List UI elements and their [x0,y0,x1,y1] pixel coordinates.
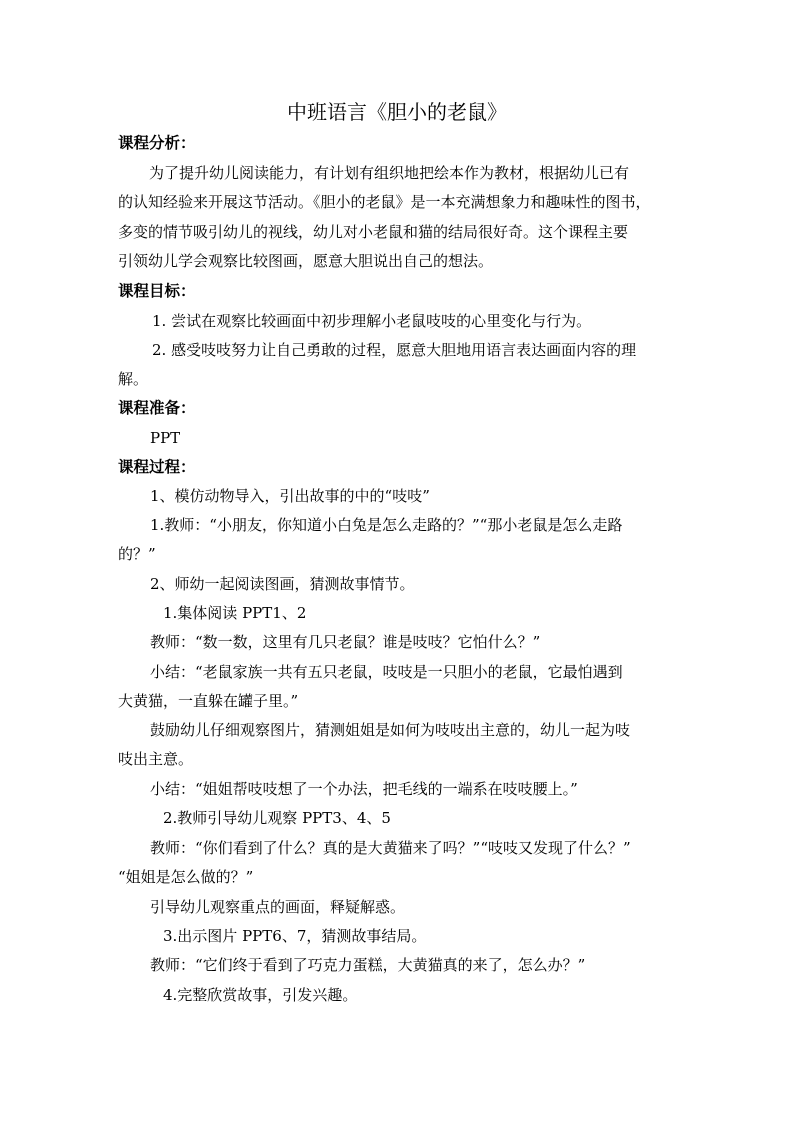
process-line: 1、模仿动物导入，引出故事的中的“吱吱” [150,487,430,505]
process-line: 吱出主意。 [118,750,194,768]
section-heading-process: 课程过程： [118,457,196,476]
goal-item-2-cont: 解。 [118,370,149,388]
process-line: 2.教师引导幼儿观察 PPT3、4、5 [163,809,391,827]
prep-item: PPT [150,429,181,447]
goal-item-2: 2. 感受吱吱努力让自己勇敢的过程，愿意大胆地用语言表达画面内容的理 [152,341,637,359]
section-heading-prep: 课程准备： [118,398,196,417]
document-title: 中班语言《胆小的老鼠》 [287,100,507,124]
process-line: 教师：“数一数，这里有几只老鼠？谁是吱吱？它怕什么？” [150,633,541,651]
paragraph-line: 为了提升幼儿阅读能力，有计划有组织地把绘本作为教材，根据幼儿已有 [149,164,630,182]
paragraph-line: 多变的情节吸引幼儿的视线，幼儿对小老鼠和猫的结局很好奇。这个课程主要 [118,223,629,241]
process-line: 1.教师：“小朋友，你知道小白兔是怎么走路的？”“那小老鼠是怎么走路 [150,516,623,534]
process-line: 鼓励幼儿仔细观察图片，猜测姐姐是如何为吱吱出主意的，幼儿一起为吱 [150,721,631,739]
process-line: 教师：“你们看到了什么？真的是大黄猫来了吗？”“吱吱又发现了什么？” [150,839,631,857]
process-line: 教师：“它们终于看到了巧克力蛋糕，大黄猫真的来了，怎么办？” [150,956,586,974]
paragraph-line: 引领幼儿学会观察比较图画，愿意大胆说出自己的想法。 [118,252,494,270]
process-line: 的？” [118,545,156,563]
process-line: 4.完整欣赏故事，引发兴趣。 [163,986,358,1004]
process-line: 大黄猫，一直躲在罐子里。” [118,692,299,710]
process-line: 2、师幼一起阅读图画，猜测故事情节。 [150,575,415,593]
process-line: 小结：“姐姐帮吱吱想了一个办法，把毛线的一端系在吱吱腰上。” [150,780,578,798]
process-line: 小结：“老鼠家族一共有五只老鼠，吱吱是一只胆小的老鼠，它最怕遇到 [150,663,623,681]
process-line: 3.出示图片 PPT6、7，猜测故事结局。 [163,927,427,945]
section-heading-goals: 课程目标： [118,281,196,300]
process-line: 引导幼儿观察重点的画面，释疑解惑。 [150,898,406,916]
process-line: 1.集体阅读 PPT1、2 [163,604,307,622]
goal-item-1: 1. 尝试在观察比较画面中初步理解小老鼠吱吱的心里变化与行为。 [152,312,592,330]
section-heading-analysis: 课程分析： [118,133,196,152]
process-line: “姐姐是怎么做的？” [118,868,254,886]
paragraph-line: 的认知经验来开展这节活动。《胆小的老鼠》是一本充满想象力和趣味性的图书， [118,193,651,211]
